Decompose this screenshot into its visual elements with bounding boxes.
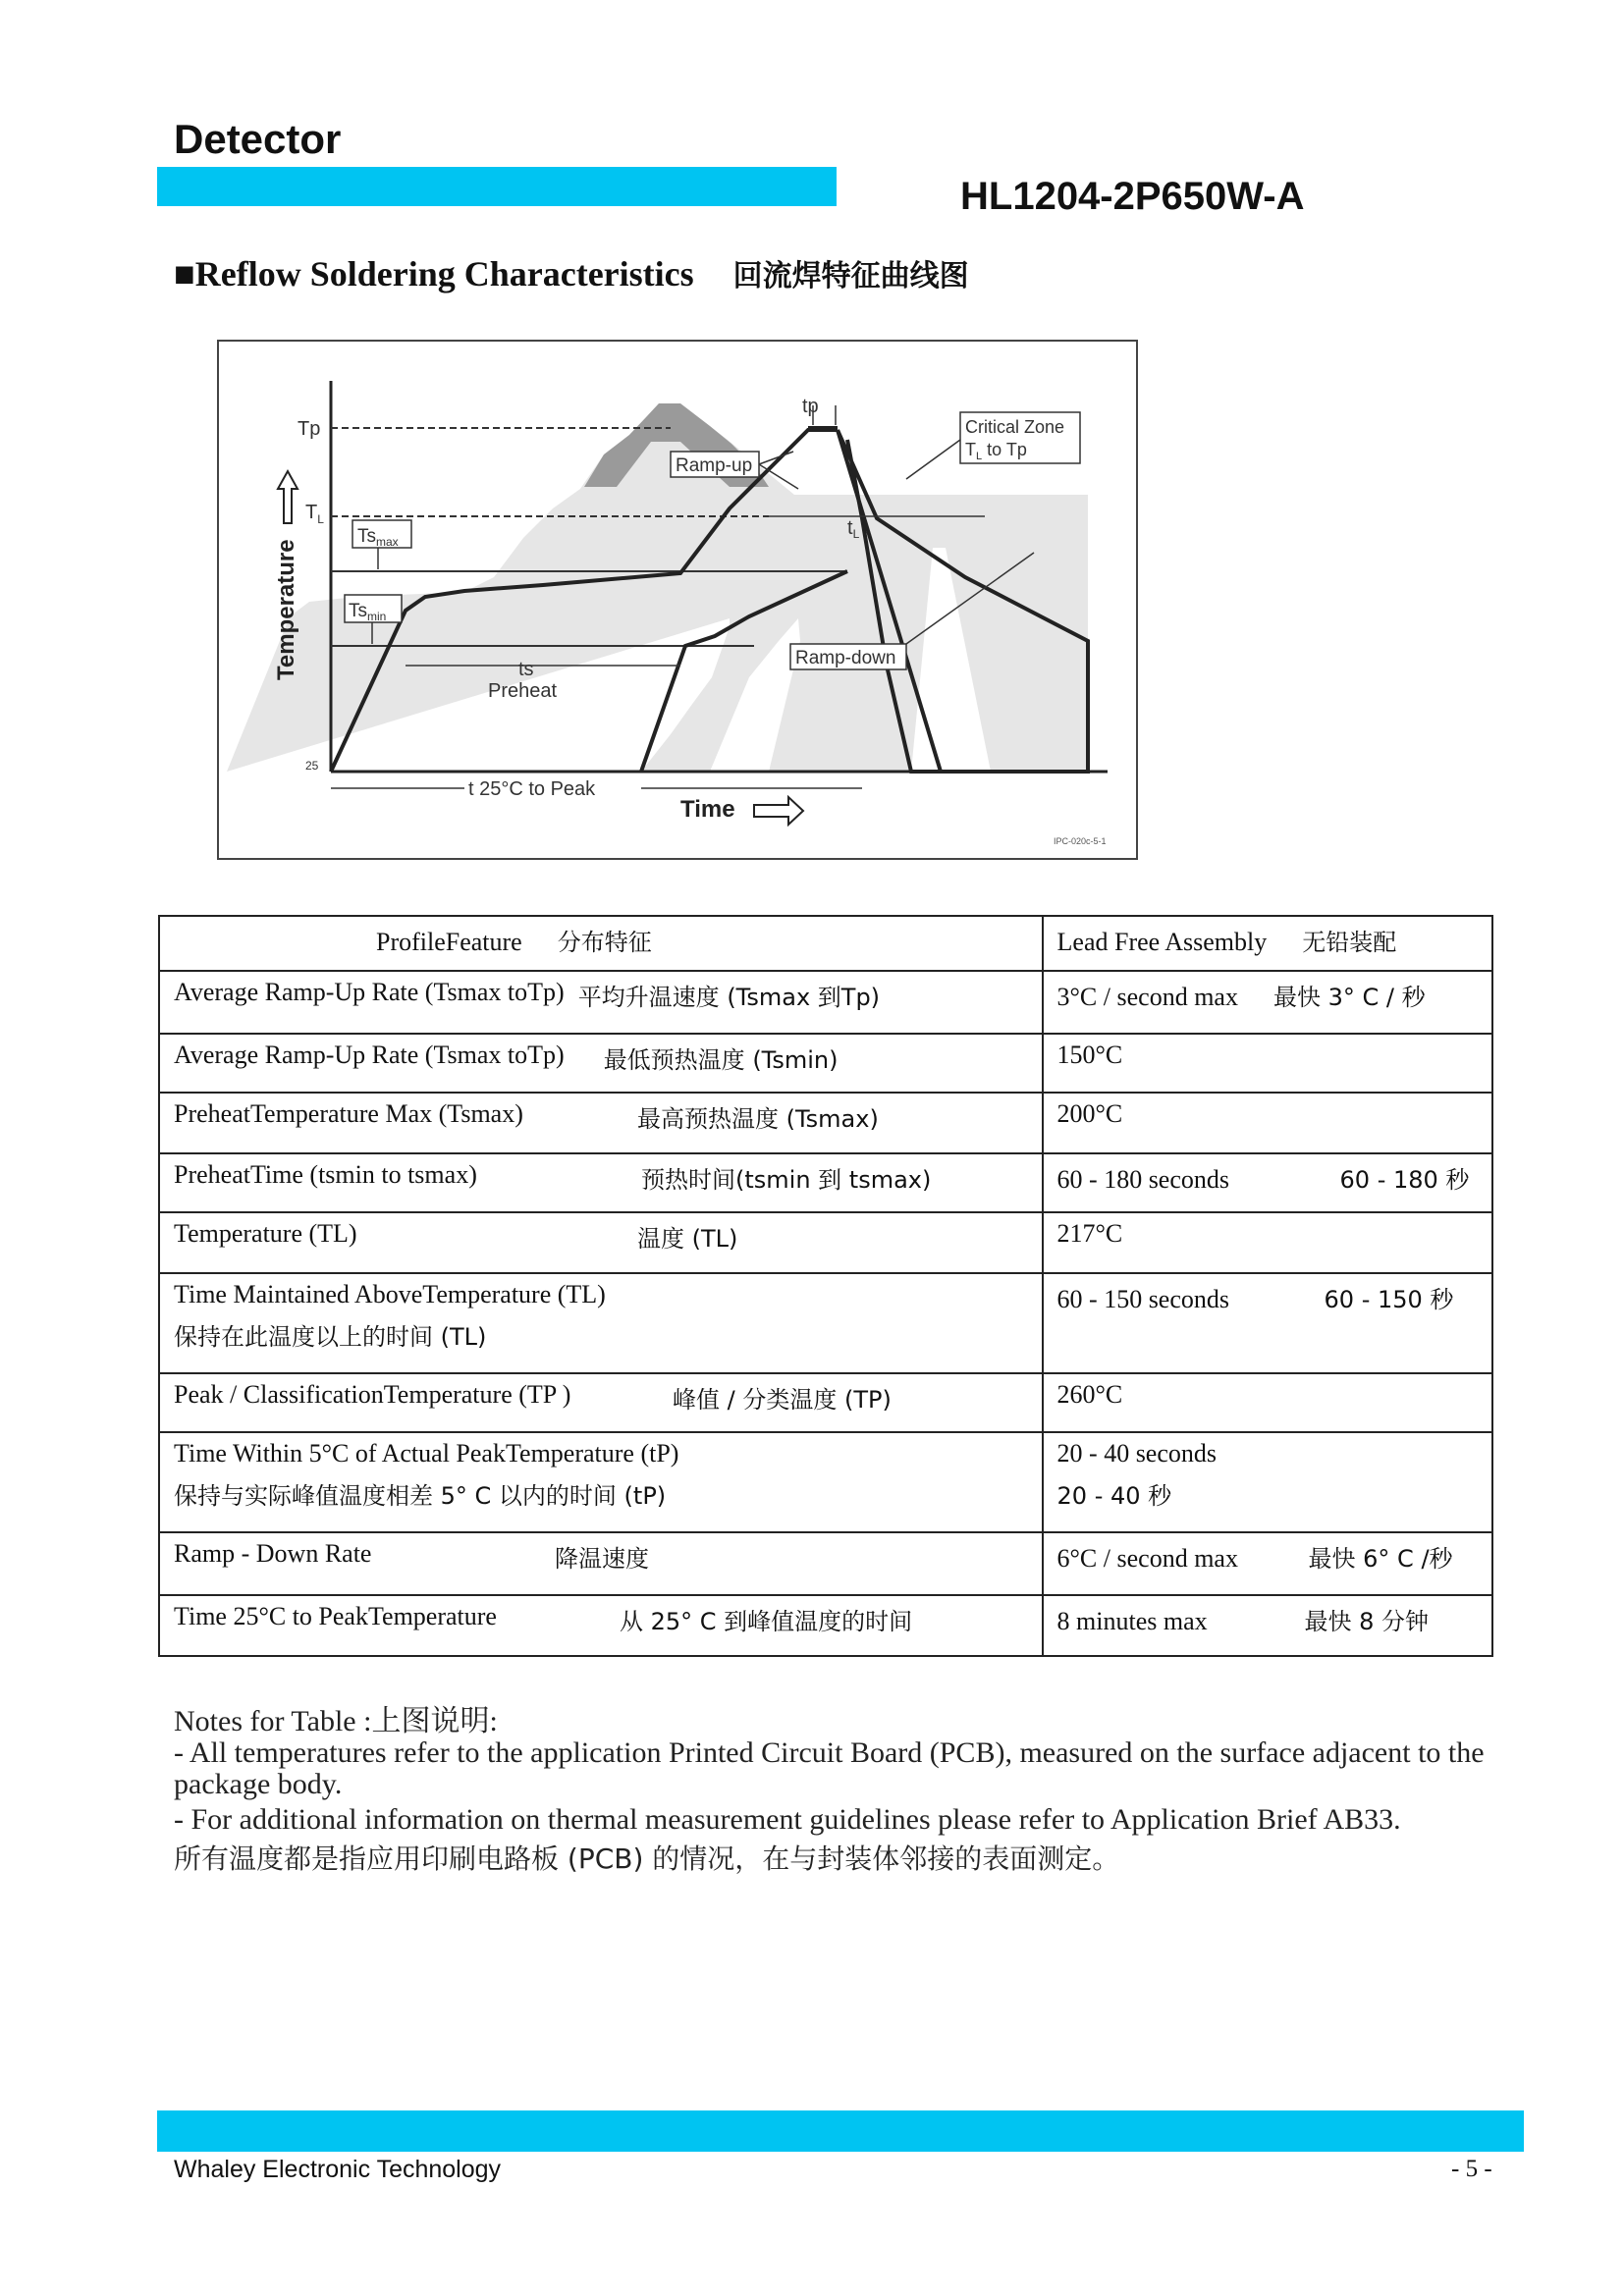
table-row: Average Ramp-Up Rate (Tsmax toTp) 平均升温速度 (Tsmax 到Tp) 3°C / second max 最快 3° C / 秒 (159, 971, 1492, 1034)
tsmax-label: $Ts_{max}$ (357, 526, 399, 549)
tick-25: 25 (305, 759, 319, 773)
figure-reference: IPC-020c-5-1 (1054, 836, 1107, 846)
table-row: PreheatTime (tsmin to tsmax) 预热时间(tsmin 到 tsmax) 60 - 180 seconds 60 - 180 秒 (159, 1153, 1492, 1212)
section-title-cn: 回流焊特征曲线图 (732, 259, 969, 294)
tp-duration-label: tp (802, 396, 819, 417)
table-notes (174, 1706, 1489, 1875)
section-title (174, 251, 969, 294)
table-row: PreheatTemperature Max (Tsmax) 最高预热温度 (Tsmax) 200°C (159, 1093, 1492, 1153)
document-category: Detector (174, 116, 342, 162)
ramp-up-label: Ramp-up (676, 455, 753, 476)
critical-zone-label-1: Critical Zone (965, 417, 1065, 437)
header-feature-cell: ProfileFeature 分布特征 (159, 916, 1043, 971)
tl-duration-label: $t_L$ (847, 517, 860, 541)
table-row: Ramp - Down Rate 降温速度 6°C / second max 最快 6° C /秒 (159, 1532, 1492, 1595)
footer-company: Whaley Electronic Technology (174, 2156, 502, 2183)
critical-zone-label-2: $T_L$ to Tp (965, 440, 1027, 462)
table-row: Peak / ClassificationTemperature (TP ) 峰值 / 分类温度 (TP) 260°C (159, 1373, 1492, 1432)
x-axis-label: Time (680, 796, 735, 823)
table-row: Time Within 5°C of Actual PeakTemperature (tP) 保持与实际峰值温度相差 5° C 以内的时间 (tP) 20 - 40 seconds 20 - 40 秒 (159, 1432, 1492, 1532)
reflow-profile-svg (219, 342, 1136, 858)
table-header-row (159, 916, 1492, 971)
header-assembly-cell: Lead Free Assembly 无铅装配 (1043, 916, 1492, 971)
t25-label: t 25°C to Peak (468, 778, 596, 800)
ramp-down-label: Ramp-down (795, 648, 896, 668)
table-row: Time 25°C to PeakTemperature 从 25° C 到峰值温度的时间 8 minutes max 最快 8 分钟 (159, 1595, 1492, 1656)
tsmin-label: $Ts_{min}$ (349, 601, 387, 623)
tp-label: Tp (298, 418, 321, 440)
x-axis-arrow (754, 797, 803, 825)
table-row: Time Maintained AboveTemperature (TL) 保持在此温度以上的时间 (TL) 60 - 150 seconds 60 - 150 秒 (159, 1273, 1492, 1373)
section-title-en: ■Reflow Soldering Characteristics (174, 254, 694, 294)
tl-label: $T_L$ (305, 502, 324, 526)
reflow-spec-table (158, 915, 1493, 1657)
y-axis-arrow (278, 471, 298, 523)
notes-line-2: - For additional information on thermal measurement guidelines please refer to Application Brief AB33. (174, 1803, 1401, 1836)
table-row: Average Ramp-Up Rate (Tsmax toTp) 最低预热温度 (Tsmin) 150°C (159, 1034, 1492, 1093)
ts-label: ts (518, 659, 534, 680)
preheat-label: Preheat (488, 680, 558, 702)
header-bar (157, 167, 837, 206)
page-number: - 5 - (1451, 2156, 1492, 2182)
model-number: HL1204-2P650W-A (960, 175, 1305, 218)
notes-heading: Notes for Table :上图说明: (174, 1705, 498, 1737)
reflow-profile-figure (217, 340, 1138, 860)
critical-zone-pointer (906, 440, 960, 479)
notes-line-1: - All temperatures refer to the application Printed Circuit Board (PCB), measured on the surface adjacent to the package body. (174, 1736, 1485, 1800)
y-axis-label: Temperature (273, 539, 299, 680)
footer-bar (157, 2110, 1524, 2152)
table-row: Temperature (TL) 温度 (TL) 217°C (159, 1212, 1492, 1273)
notes-line-cn: 所有温度都是指应用印刷电路板 (PCB) 的情况，在与封装体邻接的表面测定。 (174, 1842, 1120, 1875)
